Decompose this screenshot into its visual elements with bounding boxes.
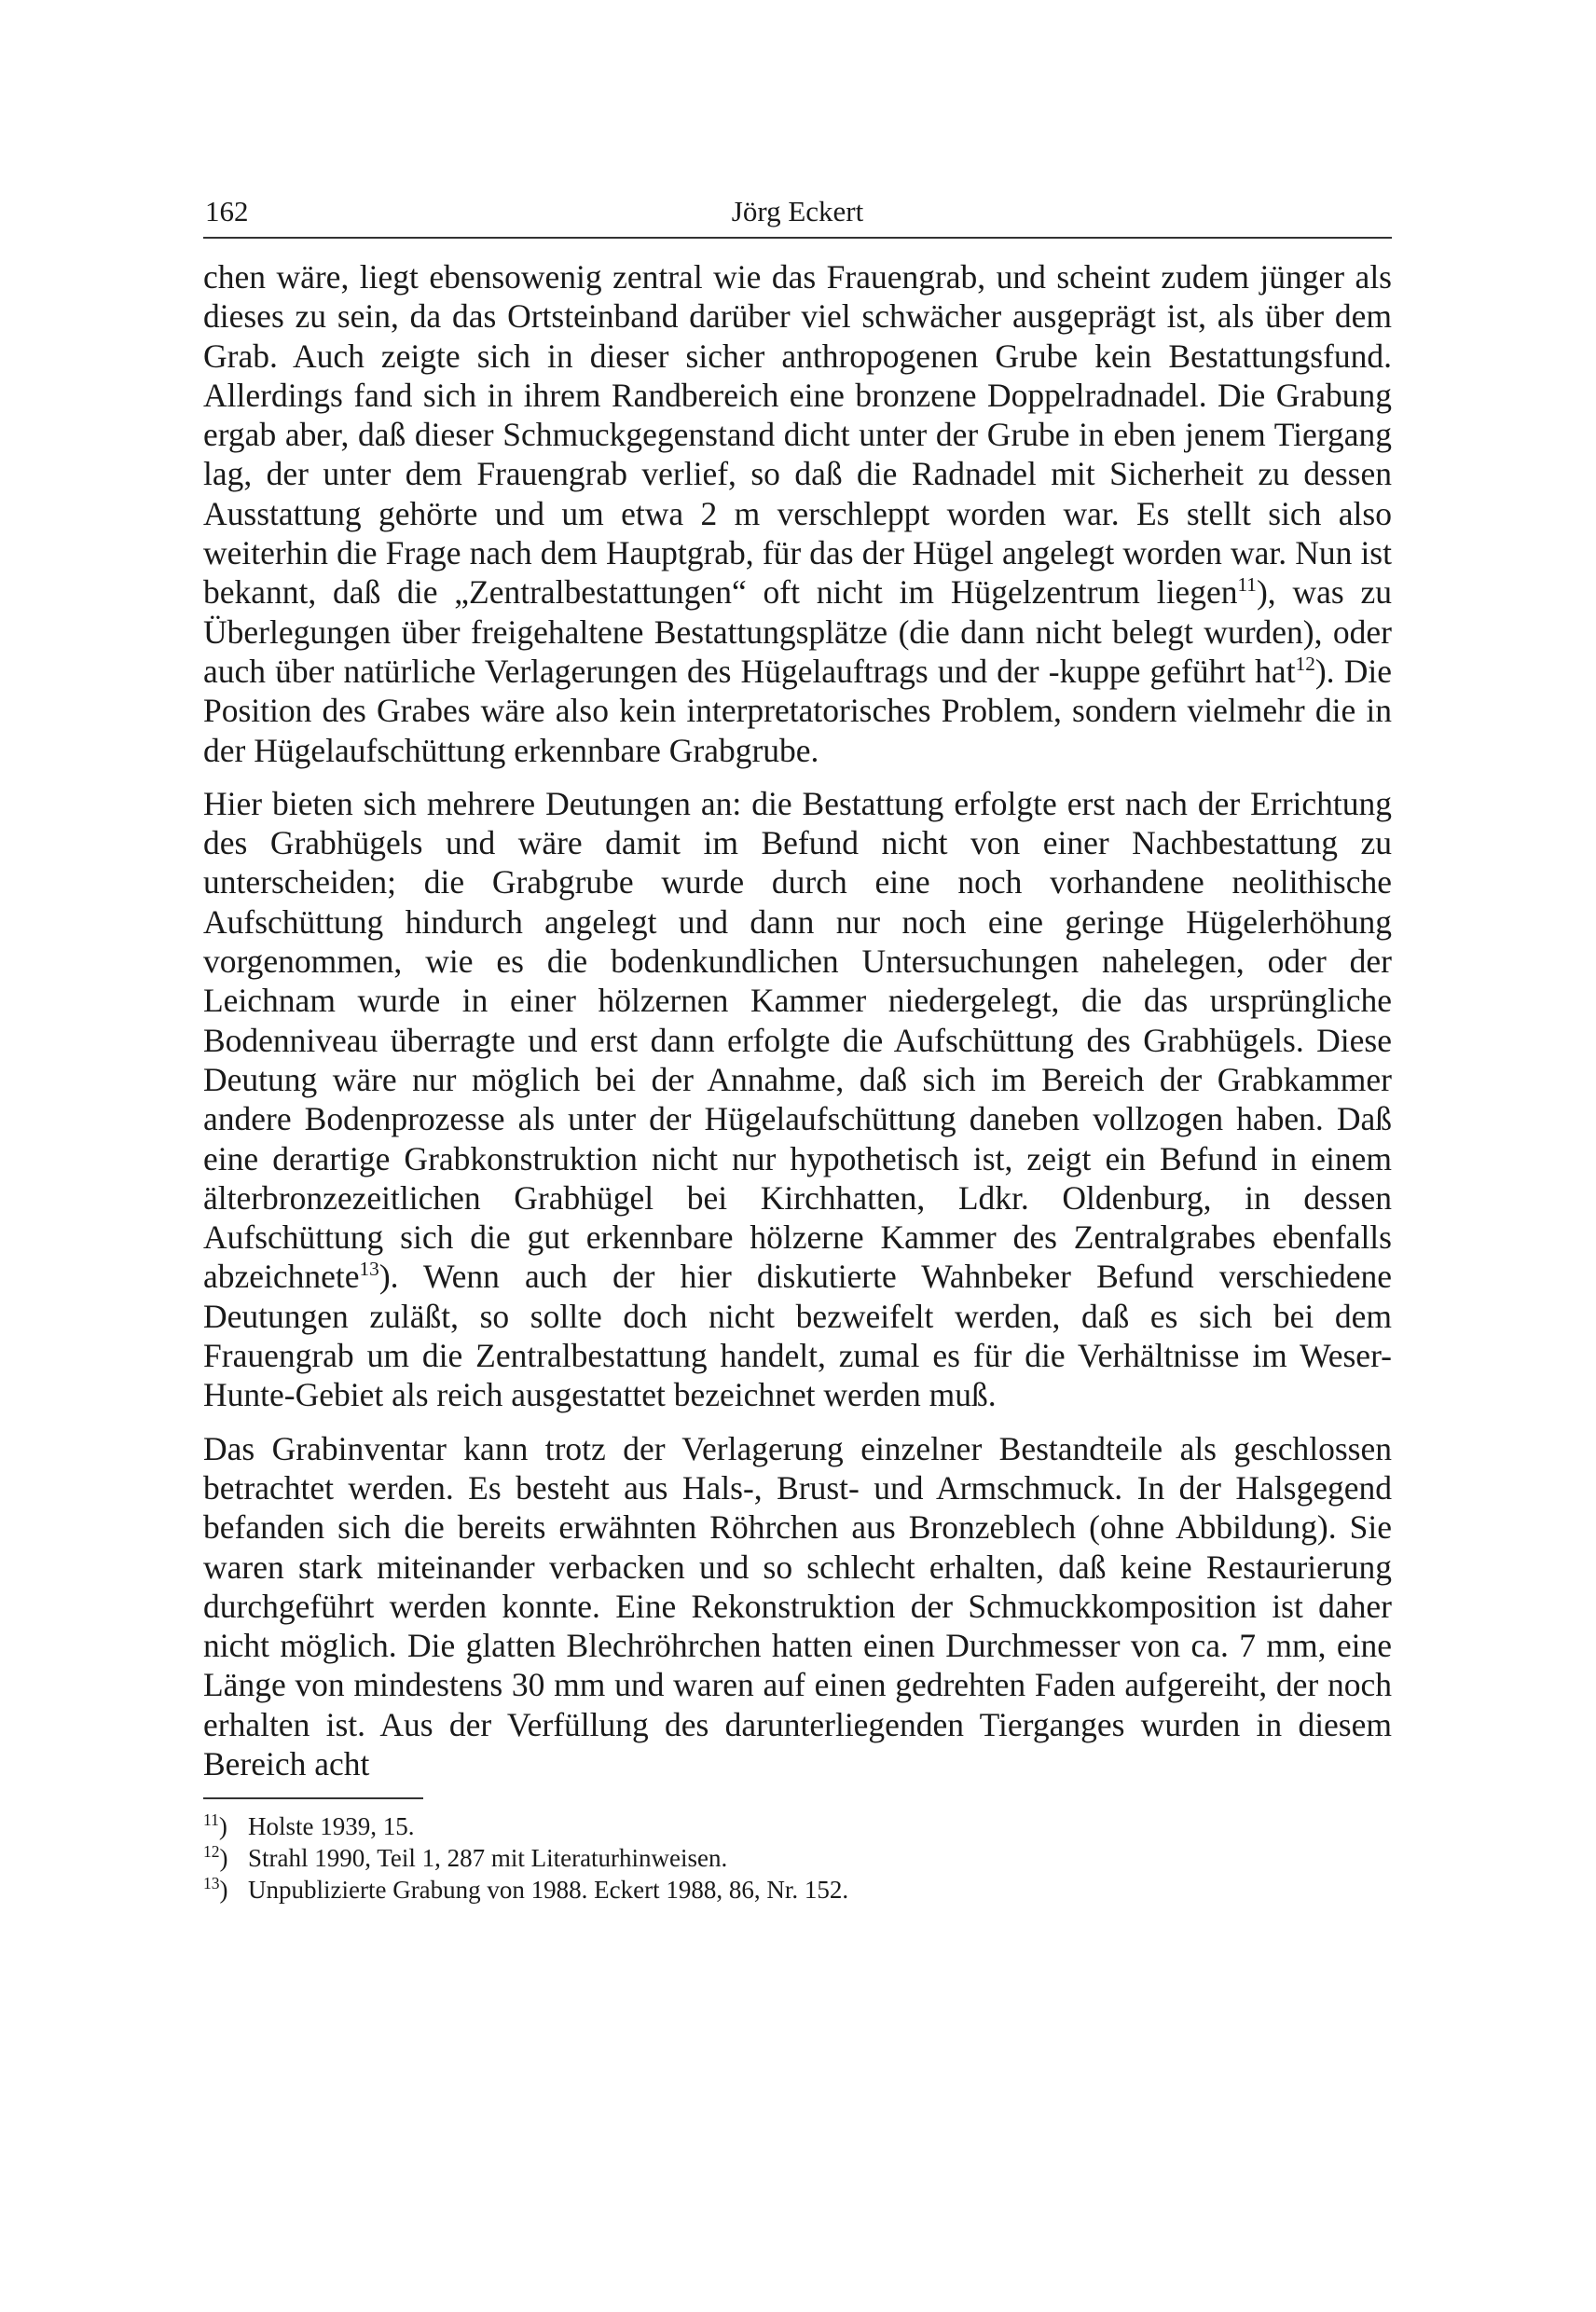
footnote-11 (203, 1810, 1392, 1842)
footnote-13 (203, 1874, 1392, 1906)
footnote-reference: 11 (1237, 573, 1257, 597)
running-head-author: Jörg Eckert (731, 195, 864, 227)
footnote-text: Strahl 1990, Teil 1, 287 mit Literaturhinweisen. (248, 1844, 728, 1873)
footnote-text: Holste 1939, 15. (248, 1812, 415, 1841)
footnotes (203, 1810, 1392, 1906)
paragraph-text: Hier bieten sich mehrere Deutungen an: die Bestattung erfolgte erst nach der Errichtung des Grabhügels und wäre damit im Befund nicht von einer Nachbestattung zu unterscheiden; die Grabgrube wurde durch eine noch vorhandene neolithische Aufschüttung hindurch angelegt und dann nur noch eine geringe Hügelerhöhung vorgenommen, wie es die bodenkundlichen Untersuchungen nahelegen, oder der Leichnam wurde in einer hölzernen Kammer niedergelegt, die das ursprüngliche Bodenniveau überragte und erst dann erfolgte die Aufschüttung des Grabhügels. Diese Deutung wäre nur möglich bei der Annahme, daß sich im Bereich der Grabkammer andere Bodenprozesse als unter der Hügelaufschüttung daneben vollzogen haben. Daß eine derartige Grabkonstruktion nicht nur hypothetisch ist, zeigt ein Befund in einem älterbronzezeitlichen Grabhügel bei Kirchhatten, Ldkr. Oldenburg, in dessen Aufschüttung sich die gut erkennbare hölzerne Kammer des Zentralgrabes ebenfalls abzeichnete (203, 784, 1392, 1296)
footnote-marker (203, 1842, 237, 1874)
paragraph-text: ), was zu Überlegungen über freigehaltene Bestattungsplätze (die dann nicht belegt wurden), oder auch über natürliche Verlagerungen des Hügelauftrags und der -kuppe geführt hat (203, 573, 1392, 690)
body-text (203, 257, 1392, 1783)
footnote-number: 11 (203, 1810, 219, 1830)
paragraph-1 (203, 257, 1392, 770)
footnote-marker (203, 1874, 237, 1906)
paragraph-text: chen wäre, liegt ebensowenig zentral wie das Frauengrab, und scheint zudem jünger als dieses zu sein, da das Ortsteinband darüber viel schwächer ausgeprägt ist, als über dem Grab. Auch zeigte sich in dieser sicher anthropogenen Grube kein Bestattungsfund. Allerdings fand sich in ihrem Randbereich eine bronzene Doppelradnadel. Die Grabung ergab aber, daß dieser Schmuckgegenstand dicht unter der Grube in eben jenem Tiergang lag, der unter dem Frauengrab verlief, so daß die Radnadel mit Sicherheit zu dessen Ausstattung gehörte und um etwa 2 m verschleppt worden war. Es stellt sich also weiterhin die Frage nach dem Hauptgrab, für das der Hügel angelegt worden war. Nun ist bekannt, daß die „Zentralbestattungen“ oft nicht im Hügelzentrum liegen (203, 258, 1392, 612)
footnote-bracket: ) (219, 1844, 228, 1873)
footnote-bracket: ) (219, 1876, 228, 1905)
paragraph-text: Das Grabinventar kann trotz der Verlagerung einzelner Bestandteile als geschlossen betrachtet werden. Es besteht aus Hals-, Brust- und Armschmuck. In der Halsgegend befanden sich die bereits erwähnten Röhrchen aus Bronzeblech (ohne Abbildung). Sie waren stark miteinander verbacken und so schlecht erhalten, daß keine Restaurierung durchgeführt werden konnte. Eine Rekonstruktion der Schmuckkomposition ist daher nicht möglich. Die glatten Blechröhrchen hatten einen Durchmesser von ca. 7 mm, eine Länge von mindestens 30 mm und waren auf einen gedrehten Faden aufgereiht, der noch erhalten ist. Aus der Verfüllung des darunterliegenden Tierganges wurden in diesem Bereich acht (203, 1429, 1392, 1782)
paragraph-3 (203, 1429, 1392, 1784)
page-number: 162 (205, 195, 249, 227)
paragraph-text: ). Die Position des Grabes wäre also kein interpretatorisches Problem, sondern vielmehr die in der Hügelaufschüttung erkennbare Grabgrube. (203, 652, 1392, 769)
page (203, 186, 1392, 1906)
footnote-bracket: ) (218, 1812, 227, 1841)
footnote-number: 13 (203, 1874, 220, 1893)
footnote-divider (203, 1797, 423, 1799)
footnote-number: 12 (203, 1842, 220, 1862)
footnote-reference: 13 (359, 1258, 379, 1281)
paragraph-2 (203, 784, 1392, 1415)
paragraph-text: ). Wenn auch der hier diskutierte Wahnbeker Befund verschiedene Deutungen zuläßt, so sollte doch nicht bezweifelt werden, daß es sich bei dem Frauengrab um die Zentralbestattung handelt, zumal es für die Verhältnisse im Weser-Hunte-Gebiet als reich ausgestattet bezeichnet werden muß. (203, 1258, 1392, 1414)
running-header (203, 186, 1392, 239)
footnote-marker (203, 1810, 237, 1842)
footnote-12 (203, 1842, 1392, 1874)
footnote-text: Unpublizierte Grabung von 1988. Eckert 1988, 86, Nr. 152. (248, 1876, 849, 1905)
footnote-reference: 12 (1295, 653, 1315, 676)
